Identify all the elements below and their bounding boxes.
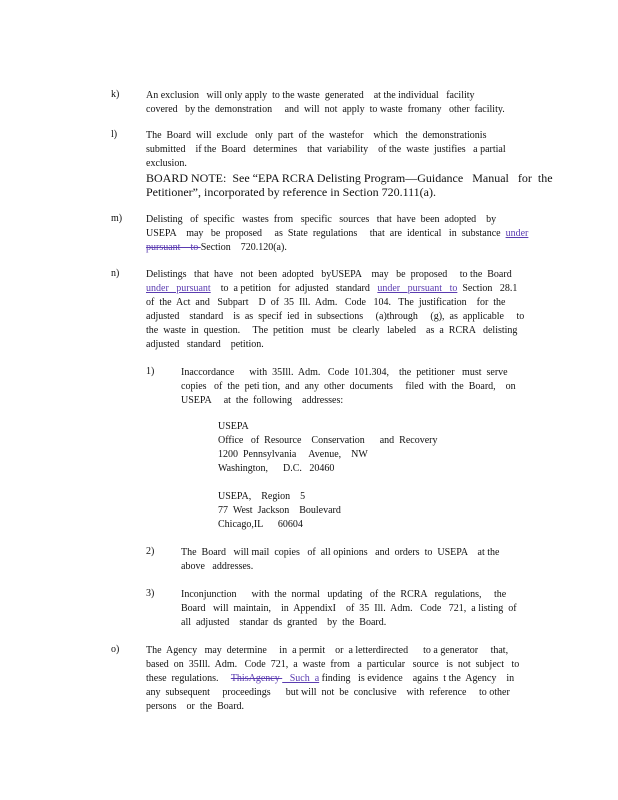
text-line: The Agency may determine in a permit or a letterdirected to a generator that, (146, 645, 509, 656)
item-label: l) (111, 129, 118, 140)
text-line: covered by the demonstration and will not apply to waste fromany other facility. (146, 103, 505, 115)
text-line: copies of the peti tion, and any other documents filed with the Board, on (181, 380, 516, 392)
text-segment: Section 720.120(a). (200, 241, 287, 253)
text-line: based on 35Ill. Adm. Code 721, a waste from a particular source is not subject to (146, 658, 520, 670)
address-block (218, 420, 437, 476)
address-line: USEPA (218, 421, 249, 432)
item-label: m) (111, 213, 123, 224)
address-block (218, 490, 341, 532)
text-line (146, 241, 528, 255)
subitem-label: 1) (146, 366, 155, 377)
inserted-text: under pursuant (146, 282, 211, 294)
inserted-text: under (505, 227, 529, 239)
item-text (146, 129, 553, 199)
text-line: Inaccordance with 35Ill. Adm. Code 101.304, the petitioner must serve (181, 367, 508, 378)
board-note: BOARD NOTE: See “EPA RCRA Delisting Program—Guidance Manual for the (146, 170, 553, 185)
text-line: Delistings that have not been adopted byUSEPA may be proposed to the Board (146, 269, 512, 280)
deleted-text: pursuant to (146, 241, 201, 253)
board-note: Petitioner”, incorporated by reference in Section 720.111(a). (146, 184, 436, 199)
text-line: adjusted standard petition. (146, 338, 264, 350)
text-segment: to a petition for adjusted standard (210, 282, 378, 294)
text-line: of the Act and Subpart D of 35 Ill. Adm. Code 104. The justification for the (146, 296, 506, 308)
text-line: The Board will mail copies of all opinions and orders to USEPA at the (181, 547, 500, 558)
text-line: submitted if the Board determines that variability of the waste justifies a partial (146, 143, 506, 155)
text-line: adjusted standard is as specif ied in subsections (a)through (g), as applicable to (146, 310, 525, 322)
text-line: USEPA at the following addresses: (181, 394, 344, 406)
text-line (146, 227, 528, 241)
address-line: 1200 Pennsylvania Avenue, NW (218, 448, 368, 460)
item-text (146, 89, 505, 117)
subitem-text (181, 366, 516, 408)
address-line: 77 West Jackson Boulevard (218, 504, 341, 516)
item-text (146, 644, 519, 714)
text-segment: finding is evidence agains t the Agency in (319, 672, 515, 684)
text-line (146, 672, 519, 686)
inserted-text: under pursuant to (377, 282, 458, 294)
text-segment: USEPA may be proposed as State regulations that are identical in substance (146, 227, 506, 239)
text-line: above addresses. (181, 560, 254, 572)
item-text (146, 213, 528, 255)
text-line: An exclusion will only apply to the waste generated at the individual facility (146, 90, 475, 101)
text-segment: Section 28.1 (457, 282, 518, 294)
inserted-text: Such a (282, 672, 320, 684)
text-line: persons or the Board. (146, 700, 245, 712)
text-line: The Board will exclude only part of the wastefor which the demonstrationis (146, 130, 487, 141)
address-line: Washington, D.C. 20460 (218, 462, 335, 474)
text-line: the waste in question. The petition must be clearly labeled as a RCRA delisting (146, 324, 518, 336)
text-segment: these regulations. (146, 672, 231, 684)
subitem-label: 3) (146, 588, 155, 599)
text-line: any subsequent proceedings but will not be conclusive with reference to other (146, 686, 510, 698)
text-line: Board will maintain, in AppendixI of 35 Ill. Adm. Code 721, a listing of (181, 602, 517, 614)
subitem-text (181, 546, 499, 574)
text-line: exclusion. (146, 157, 187, 169)
text-line: all adjusted standar ds granted by the Board. (181, 616, 387, 628)
item-label: n) (111, 268, 120, 279)
text-line (146, 282, 524, 296)
deleted-text: ThisAgency (230, 672, 283, 684)
address-line: USEPA, Region 5 (218, 491, 306, 502)
item-label: k) (111, 89, 120, 100)
address-line: Chicago,IL 60604 (218, 518, 303, 530)
item-text (146, 268, 524, 351)
subitem-label: 2) (146, 546, 155, 557)
address-line: Office of Resource Conservation and Recovery (218, 434, 438, 446)
text-line: Delisting of specific wastes from specific sources that have been adopted by (146, 214, 497, 225)
text-line: Inconjunction with the normal updating of the RCRA regulations, the (181, 589, 507, 600)
subitem-text (181, 588, 517, 630)
item-label: o) (111, 644, 120, 655)
